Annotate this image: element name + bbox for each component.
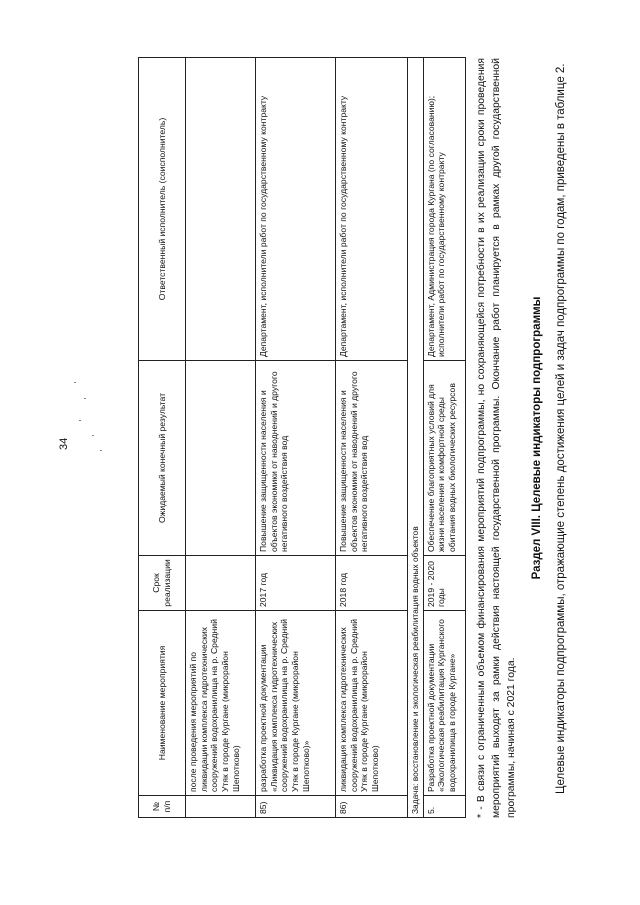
section-title: Раздел VIII. Целевые индикаторы подпрограммы: [530, 296, 543, 580]
paragraph: Целевые индикаторы подпрограммы, отражающие степень достижения целей и задач подпрограммы по годам, приведены в таблице 2.: [554, 63, 567, 794]
cell-result: Обеспечение благоприятных условий для жизни населения и комфортной среды обитания водных биологических ресурсов: [423, 361, 465, 556]
cell-term: 2019 - 2020 годы: [423, 556, 465, 611]
cell-result: Повышение защищенности населения и объектов экономики от наводнений и другого негативного воздействия вод: [336, 361, 408, 556]
cell-num: 85): [256, 796, 336, 818]
header-term: Срок реализации: [139, 556, 186, 611]
header-result: Ожидаемый конечный результат: [139, 361, 186, 556]
cell-term: 2017 год: [256, 556, 336, 611]
cell-executor: Департамент, Администрация города Кургана (по согласованию); исполнители работ по государственному контракту: [423, 58, 465, 361]
cell-name: ликвидация комплекса гидротехнических сооружений водохранилища на р. Средний Утяк в городе Кургане (микрорайон Шепотково): [336, 611, 408, 796]
header-executor: Ответственный исполнитель (соисполнитель): [139, 58, 186, 361]
cell-executor: [186, 58, 256, 361]
cell-executor: Департамент, исполнители работ по государственному контракту: [256, 58, 336, 361]
cell-name: разработка проектной документации «Ликвидация комплекса гидротехнических сооружений водохранилища на р. Средний Утяк в городе Кургане (микрорайон Шепотково)»: [256, 611, 336, 796]
page-number: 34: [58, 437, 70, 450]
table-row: [423, 58, 465, 818]
rotated-content: [138, 58, 567, 818]
cell-name: после проведения мероприятий по ликвидации комплекса гидротехнических сооружений водохранилища на р. Средний Утяк в городе Кургане (микрорайон Шепотково): [186, 611, 256, 796]
table-row: [186, 58, 256, 818]
cell-result: Повышение защищенности населения и объектов экономики от наводнений и другого негативного воздействия вод: [256, 361, 336, 556]
header-num: № п/п: [139, 796, 186, 818]
cell-executor: Департамент, исполнители работ по государственному контракту: [336, 58, 408, 361]
measures-table: [138, 57, 466, 818]
table-header-row: [139, 58, 186, 818]
cell-result: [186, 361, 256, 556]
task-row: [408, 58, 424, 818]
cell-num: 86): [336, 796, 408, 818]
table-row: [256, 58, 336, 818]
header-name: Наименование мероприятия: [139, 611, 186, 796]
cell-term: [186, 556, 256, 611]
task-cell: Задача: восстановление и экологическая реабилитация водных объектов: [408, 58, 424, 818]
cell-num: 5.: [423, 796, 465, 818]
cell-name: Разработка проектной документации «Экологическая реабилитация Курганского водохранилища в городе Кургане»: [423, 611, 465, 796]
table-row: [336, 58, 408, 818]
footnote: * - В связи с ограниченным объемом финансирования мероприятий подпрограммы, но сохраняющейся потребности в их реализации сроки проведения мероприятий выходят за рамки действия настоящей государственной программы. Окончание работ планируется в рамках другой государственной программы, начиная с 2021 года.: [475, 58, 517, 818]
cell-num: [186, 796, 256, 818]
scan-specks: [70, 380, 110, 460]
cell-term: 2018 год: [336, 556, 408, 611]
